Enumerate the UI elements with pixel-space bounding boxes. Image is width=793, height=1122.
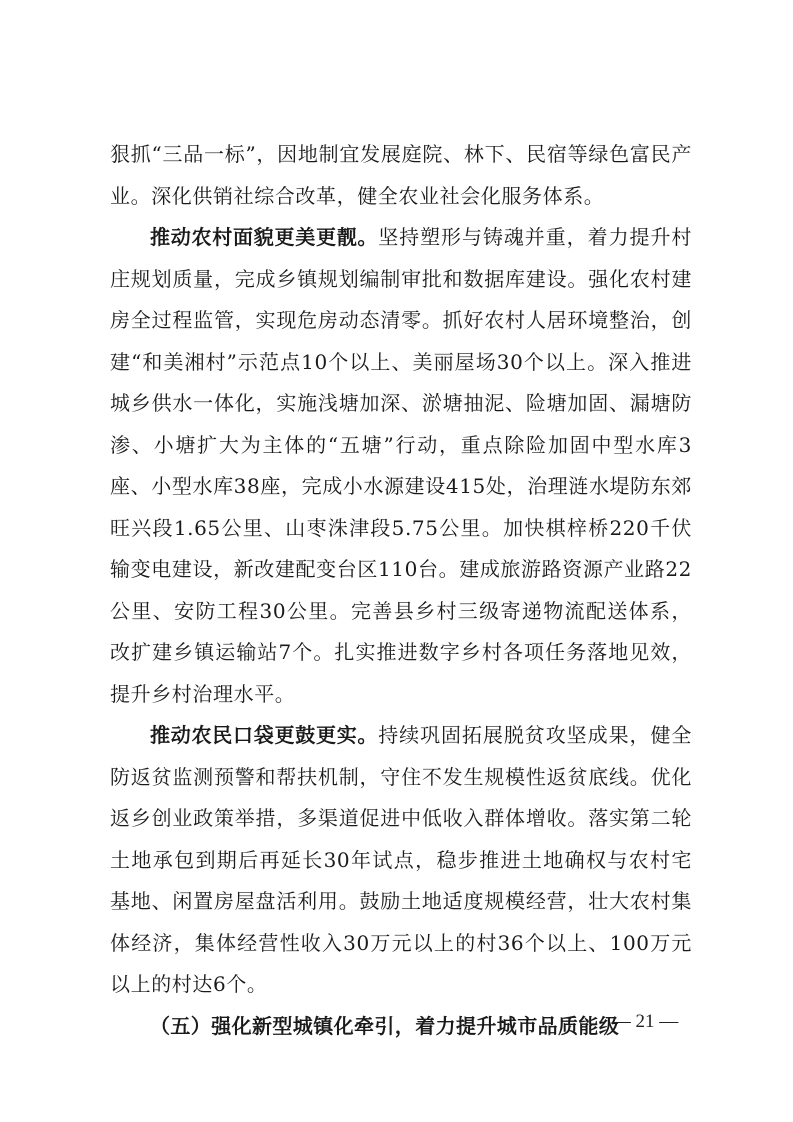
- paragraph-text: 坚持塑形与铸魂并重，着力提升村庄规划质量，完成乡镇规划编制审批和数据库建设。强化农村建房全过程监管，实现危房动态清零。抓好农村人居环境整治，创建“和美湘村”示范点10个以上、美丽屋场30个以上。深入推进城乡供水一体化，实施浅塘加深、淤塘抽泥、险塘加固、漏塘防渗、小塘扩大为主体的“五塘”行动，重点除险加固中型水库3座、小型水库38座，完成小水源建设415处，治理涟水堤防东郊旺兴段1.65公里、山枣洙津段5.75公里。加快棋梓桥220千伏输变电建设，新改建配变台区110台。建成旅游路资源产业路22公里、安防工程30公里。完善县乡村三级寄递物流配送体系，改扩建乡镇运输站7个。扎实推进数字乡村各项任务落地见效，提升乡村治理水平。: [110, 225, 692, 706]
- paragraph-lead-heading: 推动农民口袋更鼓更实。: [150, 723, 379, 747]
- paragraph-rural-appearance: [110, 217, 692, 715]
- paragraph-text: 持续巩固拓展脱贫攻坚成果，健全防返贫监测预警和帮扶机制，守住不发生规模性返贫底线。优化返乡创业政策举措，多渠道促进中低收入群体增收。落实第二轮土地承包到期后再延长30年试点，稳步推进土地确权与农村宅基地、闲置房屋盘活利用。鼓励土地适度规模经营，壮大农村集体经济，集体经营性收入30万元以上的村36个以上、100万元以上的村达6个。: [110, 723, 692, 996]
- page-number: — 21 —: [611, 1011, 679, 1032]
- paragraph-text: 狠抓“三品一标”，因地制宜发展庭院、林下、民宿等绿色富民产业。深化供销社综合改革，健全农业社会化服务体系。: [110, 142, 692, 208]
- paragraph-lead-heading: 推动农村面貌更美更靓。: [150, 225, 379, 249]
- paragraph-continuation: [110, 134, 692, 217]
- section-heading: （五）强化新型城镇化牵引，着力提升城市品质能级: [150, 1013, 620, 1038]
- paragraph-farmer-income: [110, 715, 692, 1006]
- document-body: [110, 134, 692, 1047]
